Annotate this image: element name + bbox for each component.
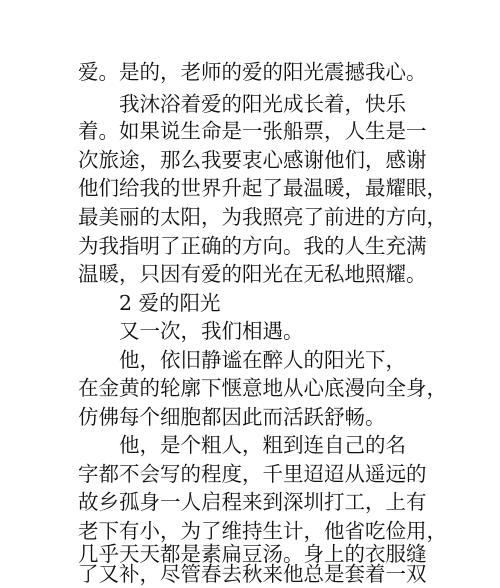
text-line: 着。如果说生命是一张船票，人生是一 bbox=[78, 119, 427, 143]
text-line: 老下有小，为了维持生计，他省吃俭用， bbox=[78, 519, 447, 543]
text-line: 次旅途，那么我要衷心感谢他们，感谢 bbox=[78, 148, 427, 172]
text-line: 他们给我的世界升起了最温暖，最耀眼， bbox=[78, 176, 447, 200]
text-line: 我沐浴着爱的阳光成长着，快乐 bbox=[78, 92, 406, 116]
text-line: 他，依旧静谧在醉人的阳光下， bbox=[78, 348, 406, 372]
section-heading: 2 爱的阳光 bbox=[78, 291, 221, 315]
text-line: 字都不会写的程度，千里迢迢从遥远的 bbox=[78, 462, 427, 486]
text-line: 爱。是的，老师的爱的阳光震撼我心。 bbox=[78, 60, 427, 84]
text-line: 又一次，我们相遇。 bbox=[78, 319, 304, 343]
text-line: 他，是个粗人，粗到连自己的名 bbox=[78, 433, 406, 457]
text-line: 在金黄的轮廓下惬意地从心底漫向全身， bbox=[78, 376, 447, 400]
text-line: 最美丽的太阳，为我照亮了前进的方向， bbox=[78, 205, 447, 229]
text-line: 了又补，尽管春去秋来他总是套着一双 bbox=[78, 562, 427, 586]
text-line: 温暖，只因有爱的阳光在无私地照耀。 bbox=[78, 262, 427, 286]
text-line: 故乡孤身一人启程来到深圳打工，上有 bbox=[78, 490, 427, 514]
text-line: 几乎天天都是素扁豆汤。身上的衣服缝 bbox=[78, 542, 427, 566]
text-line: 为我指明了正确的方向。我的人生充满 bbox=[78, 234, 427, 258]
text-line: 仿佛每个细胞都因此而活跃舒畅。 bbox=[78, 405, 386, 429]
